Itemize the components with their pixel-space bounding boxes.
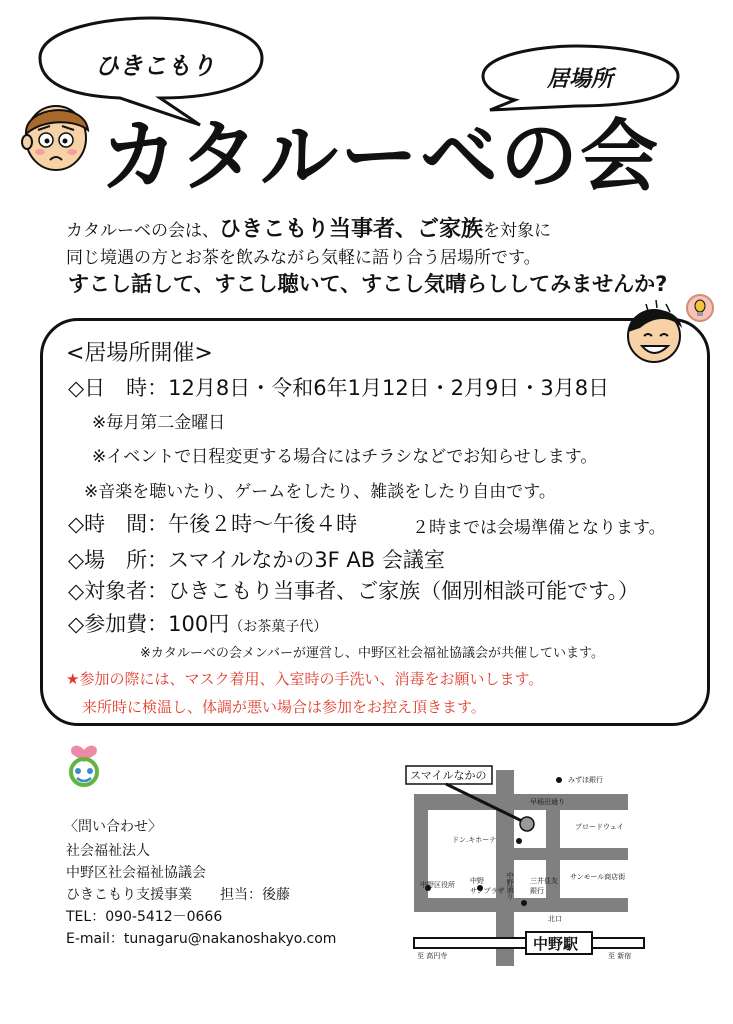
map-label-sunmall: サンモール商店街 [570,873,626,881]
contact-email: E-mail：tunagaru@nakanoshakyo.com [66,931,337,947]
smiling-boy-icon [620,288,720,368]
map-label-mitsui: 三井住友 銀行 [530,877,558,895]
map-label-sunplaza: 中野 サンプラザ [470,877,505,895]
road-south [414,898,628,912]
fee-label: ◇参加費： [68,612,169,636]
contact-line-2: 中野区社会福祉協議会 [66,865,206,881]
target-label: ◇対象者： [68,579,169,603]
map-label-nakano-dori: 中野通り [506,872,514,900]
target-value: ひきこもり当事者、ご家族（個別相談可能です。） [168,579,639,603]
road-east [514,848,628,860]
organizer-note: ※カタルーベの会メンバーが運営し、中野区社会福祉協議会が共催しています。 [140,646,604,661]
note-event: ※イベントで日程変更する場合にはチラシなどでお知らせします。 [92,447,598,467]
map-label-koenji: 至 高円寺 [417,952,448,960]
road-waseda [414,794,628,810]
place-label: ◇場 所： [68,548,169,572]
time-row [68,508,357,538]
intro-line-2: 同じ境遇の方とお茶を飲みながら気軽に語り合う居場所です。 [66,248,541,268]
date-row [68,372,609,402]
map-label-kitaguchi: 北口 [548,915,562,923]
date-label: ◇日 時： [68,376,169,400]
fee-value: 100円 [168,612,230,636]
page-title: カタルーベの会 [100,112,661,202]
intro-emphasis: ひきこもり当事者、ご家族 [219,217,484,242]
bubble-left-text: ひきこもり [95,52,215,80]
smile-nakano-marker [520,817,534,831]
intro-text: カタルーベの会は、 [66,221,219,241]
time-note: ２時までは会場準備となります。 [412,518,666,538]
intro-text: を対象に [483,221,552,241]
warning-line-1: ★参加の際には、マスク着用、入室時の手洗い、消毒をお願いします。 [66,670,544,688]
map-label-mizuho: みずほ銀行 [568,776,603,784]
worried-boy-icon [14,96,94,174]
road-broadway [546,810,560,912]
place-value: スマイルなかの3F AB 会議室 [168,548,445,572]
map-label-shinjuku: 至 新宿 [608,952,632,960]
panel-heading: <居場所開催> [66,341,213,366]
contact-line-3: ひきこもり支援事業 担当：後藤 [66,887,290,903]
contact-phone: TEL：090-5412－0666 [66,909,223,925]
map-label-station: 中野駅 [533,935,579,953]
map-label-donki: ドン.キホーテ [452,836,497,844]
bubble-right-text: 居場所 [547,67,614,92]
contact-heading: 〈問い合わせ〉 [64,819,162,835]
date-value: 12月8日・令和6年1月12日・2月9日・3月8日 [168,376,610,400]
map-callout: スマイルなかの [410,769,487,782]
note-friday: ※毎月第二金曜日 [92,413,226,433]
map-label-broadway: ブロードウェイ [575,823,624,831]
fee-note: （お茶菓子代） [229,619,328,635]
council-logo-icon [60,740,108,788]
time-label: ◇時 間： [68,512,169,536]
place-row [68,544,445,574]
road-nakano-dori [496,770,514,966]
contact-line-1: 社会福祉法人 [66,843,150,859]
intro-line-3: すこし話して、すこし聴いて、すこし気晴らししてみませんか? [68,272,668,296]
road-west [414,794,428,912]
intro-line-1 [66,212,551,243]
time-value: 午後２時～午後４時 [168,512,358,536]
map-label-ward-office: 中野区役所 [420,881,455,889]
warning-line-2: 来所時に検温し、体調が悪い場合は参加をお控え頂きます。 [82,698,486,716]
note-free: ※音楽を聴いたり、ゲームをしたり、雑談をしたり自由です。 [84,482,556,502]
fee-row [68,608,327,638]
target-row [68,575,639,605]
map-label-waseda: 早稲田通り [530,798,565,806]
